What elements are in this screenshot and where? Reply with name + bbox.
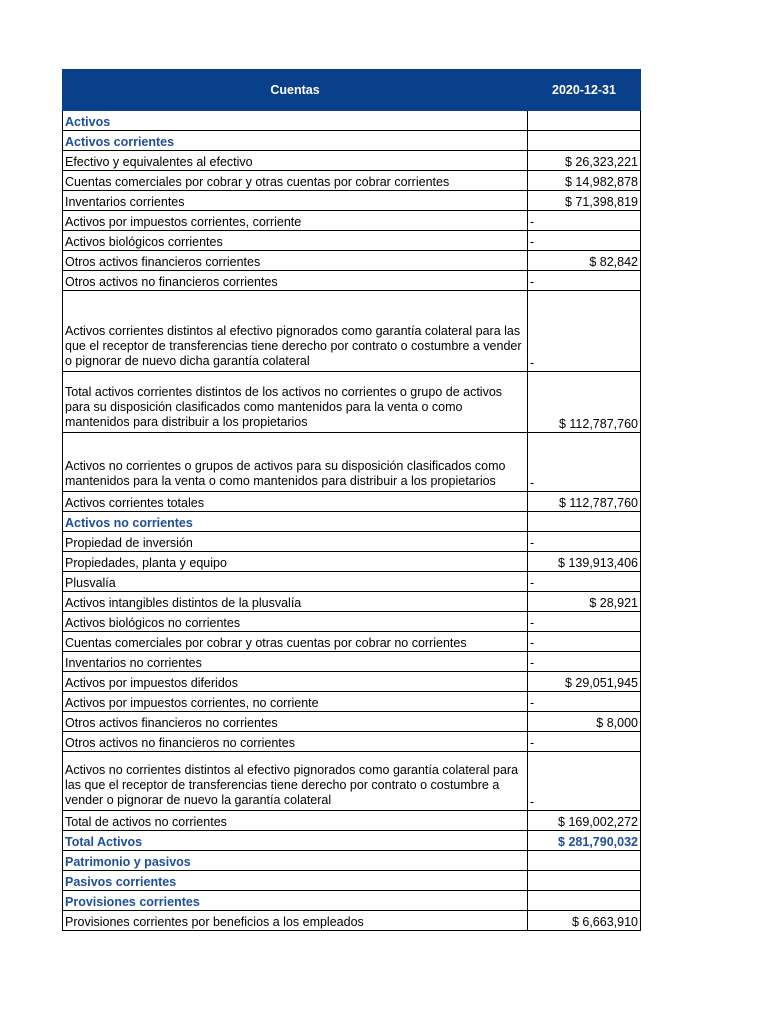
account-label[interactable]: Activos no corrientes distintos al efectivo pignorados como garantía colateral para las que el receptor de transferencias tiene derecho por contrato o costumbre a vender o pignorar de nuevo la garantía colateral: [63, 752, 528, 811]
account-label[interactable]: Otros activos financieros no corrientes: [63, 712, 528, 732]
account-label[interactable]: Cuentas comerciales por cobrar y otras cuentas por cobrar no corrientes: [63, 632, 528, 652]
account-label[interactable]: Propiedades, planta y equipo: [63, 552, 528, 572]
table-row: [63, 831, 641, 851]
account-value[interactable]: -: [528, 612, 641, 632]
table-row: [63, 871, 641, 891]
account-label[interactable]: Otros activos no financieros no corrientes: [63, 732, 528, 752]
account-value[interactable]: $ 82,842: [528, 251, 641, 271]
account-value[interactable]: -: [528, 732, 641, 752]
table-header-row: [63, 70, 641, 111]
account-value[interactable]: -: [528, 291, 641, 372]
account-label[interactable]: Activos por impuestos diferidos: [63, 672, 528, 692]
account-value[interactable]: -: [528, 532, 641, 552]
table-row: [63, 891, 641, 911]
account-value[interactable]: [528, 851, 641, 871]
account-label[interactable]: Plusvalía: [63, 572, 528, 592]
account-label[interactable]: Activos no corrientes: [63, 512, 528, 532]
account-label[interactable]: Activos biológicos corrientes: [63, 231, 528, 251]
table-row: [63, 433, 641, 492]
account-value[interactable]: -: [528, 652, 641, 672]
account-label[interactable]: Activos intangibles distintos de la plusvalía: [63, 592, 528, 612]
account-label[interactable]: Activos por impuestos corrientes, no corriente: [63, 692, 528, 712]
table-row: [63, 171, 641, 191]
account-value[interactable]: [528, 111, 641, 131]
table-row: [63, 672, 641, 692]
account-label[interactable]: Provisiones corrientes: [63, 891, 528, 911]
table-row: [63, 151, 641, 171]
account-value[interactable]: $ 6,663,910: [528, 911, 641, 931]
account-label[interactable]: Otros activos financieros corrientes: [63, 251, 528, 271]
table-row: [63, 752, 641, 811]
table-row: [63, 811, 641, 831]
table-row: [63, 632, 641, 652]
account-label[interactable]: Total de activos no corrientes: [63, 811, 528, 831]
table-row: [63, 231, 641, 251]
account-value[interactable]: -: [528, 433, 641, 492]
account-label[interactable]: Provisiones corrientes por beneficios a los empleados: [63, 911, 528, 931]
table-row: [63, 692, 641, 712]
table-row: [63, 851, 641, 871]
account-label[interactable]: Inventarios corrientes: [63, 191, 528, 211]
table-row: [63, 732, 641, 752]
account-value[interactable]: $ 139,913,406: [528, 552, 641, 572]
account-label[interactable]: Activos: [63, 111, 528, 131]
table-row: [63, 911, 641, 931]
table-row: [63, 712, 641, 732]
account-label[interactable]: Otros activos no financieros corrientes: [63, 271, 528, 291]
table-row: [63, 131, 641, 151]
table-row: [63, 572, 641, 592]
account-value[interactable]: $ 29,051,945: [528, 672, 641, 692]
account-value[interactable]: $ 112,787,760: [528, 492, 641, 512]
table-row: [63, 191, 641, 211]
table-row: [63, 652, 641, 672]
account-value[interactable]: -: [528, 692, 641, 712]
account-value[interactable]: -: [528, 752, 641, 811]
account-label[interactable]: Activos corrientes totales: [63, 492, 528, 512]
table-row: [63, 291, 641, 372]
account-value[interactable]: $ 112,787,760: [528, 372, 641, 433]
account-value[interactable]: -: [528, 211, 641, 231]
account-value[interactable]: [528, 512, 641, 532]
account-value[interactable]: -: [528, 572, 641, 592]
account-label[interactable]: Propiedad de inversión: [63, 532, 528, 552]
account-value[interactable]: -: [528, 231, 641, 251]
table-row: [63, 111, 641, 131]
account-label[interactable]: Activos biológicos no corrientes: [63, 612, 528, 632]
account-label[interactable]: Total Activos: [63, 831, 528, 851]
table-row: [63, 512, 641, 532]
account-value[interactable]: -: [528, 271, 641, 291]
balance-sheet-table: [62, 69, 641, 931]
table-row: [63, 532, 641, 552]
account-label[interactable]: Total activos corrientes distintos de los activos no corrientes o grupo de activos para su disposición clasificados como mantenidos para la venta o como mantenidos para distribuir a los propietarios: [63, 372, 528, 433]
table-row: [63, 211, 641, 231]
account-value[interactable]: $ 14,982,878: [528, 171, 641, 191]
account-value[interactable]: [528, 871, 641, 891]
account-value[interactable]: [528, 131, 641, 151]
account-label[interactable]: Cuentas comerciales por cobrar y otras cuentas por cobrar corrientes: [63, 171, 528, 191]
table-row: [63, 612, 641, 632]
account-value[interactable]: [528, 891, 641, 911]
account-value[interactable]: $ 28,921: [528, 592, 641, 612]
header-date[interactable]: 2020-12-31: [528, 70, 641, 111]
header-accounts[interactable]: Cuentas: [63, 70, 528, 111]
account-value[interactable]: $ 26,323,221: [528, 151, 641, 171]
table-row: [63, 251, 641, 271]
table-row: [63, 372, 641, 433]
account-value[interactable]: $ 169,002,272: [528, 811, 641, 831]
account-label[interactable]: Efectivo y equivalentes al efectivo: [63, 151, 528, 171]
account-label[interactable]: Inventarios no corrientes: [63, 652, 528, 672]
table-row: [63, 492, 641, 512]
account-value[interactable]: $ 8,000: [528, 712, 641, 732]
account-value[interactable]: $ 281,790,032: [528, 831, 641, 851]
account-label[interactable]: Activos corrientes: [63, 131, 528, 151]
account-value[interactable]: $ 71,398,819: [528, 191, 641, 211]
table-row: [63, 271, 641, 291]
account-label[interactable]: Patrimonio y pasivos: [63, 851, 528, 871]
account-label[interactable]: Activos corrientes distintos al efectivo pignorados como garantía colateral para las que el receptor de transferencias tiene derecho por contrato o costumbre a vender o pignorar de nuevo dicha garantía colateral: [63, 291, 528, 372]
table-row: [63, 592, 641, 612]
account-label[interactable]: Activos por impuestos corrientes, corriente: [63, 211, 528, 231]
table-row: [63, 552, 641, 572]
account-label[interactable]: Activos no corrientes o grupos de activos para su disposición clasificados como mantenidos para la venta o como mantenidos para distribuir a los propietarios: [63, 433, 528, 492]
account-value[interactable]: -: [528, 632, 641, 652]
account-label[interactable]: Pasivos corrientes: [63, 871, 528, 891]
